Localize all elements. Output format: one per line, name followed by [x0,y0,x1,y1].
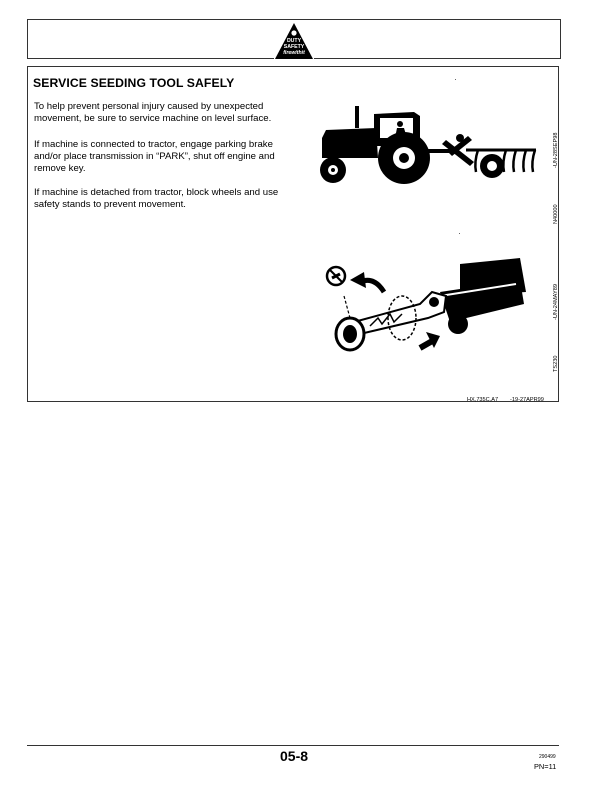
footer-rule [27,745,559,746]
safety-alert-icon [274,22,314,60]
page-pn: PN=11 [534,762,557,771]
badge-line-3: firewithit [283,50,305,56]
badge-line-1: DUTY [286,38,302,44]
tractor-figure-date-label: -UN-28SEP98 [553,132,559,168]
tractor-figure-code-label: N40000 [553,204,559,224]
speck [459,233,460,234]
paragraph-level-surface: To help prevent personal injury caused by unexpected movement, be sure to service machine on level surface. [34,101,272,124]
document-code: 290499 [539,754,556,760]
remove-key-illustration [320,252,530,367]
tractor-seeding-tool-illustration [316,100,546,195]
key-figure-code-label: TS230 [553,355,559,372]
paragraph-detached-machine: If machine is detached from tractor, block wheels and use safety stands to prevent movement. [34,187,279,210]
page-number: 05-8 [280,748,309,764]
reference-date: -19-27APR99 [510,397,544,403]
section-title: SERVICE SEEDING TOOL SAFELY [33,76,235,90]
reference-code: HX,735C,A7 [467,397,499,403]
speck [455,79,456,80]
paragraph-connected-tractor: If machine is connected to tractor, engage parking brake and/or place transmission in “PARK”, shut off engine and remove key. [34,139,275,174]
badge-line-2: SAFETY [283,44,305,50]
key-figure-date-label: -UN-24MAY89 [553,284,559,320]
